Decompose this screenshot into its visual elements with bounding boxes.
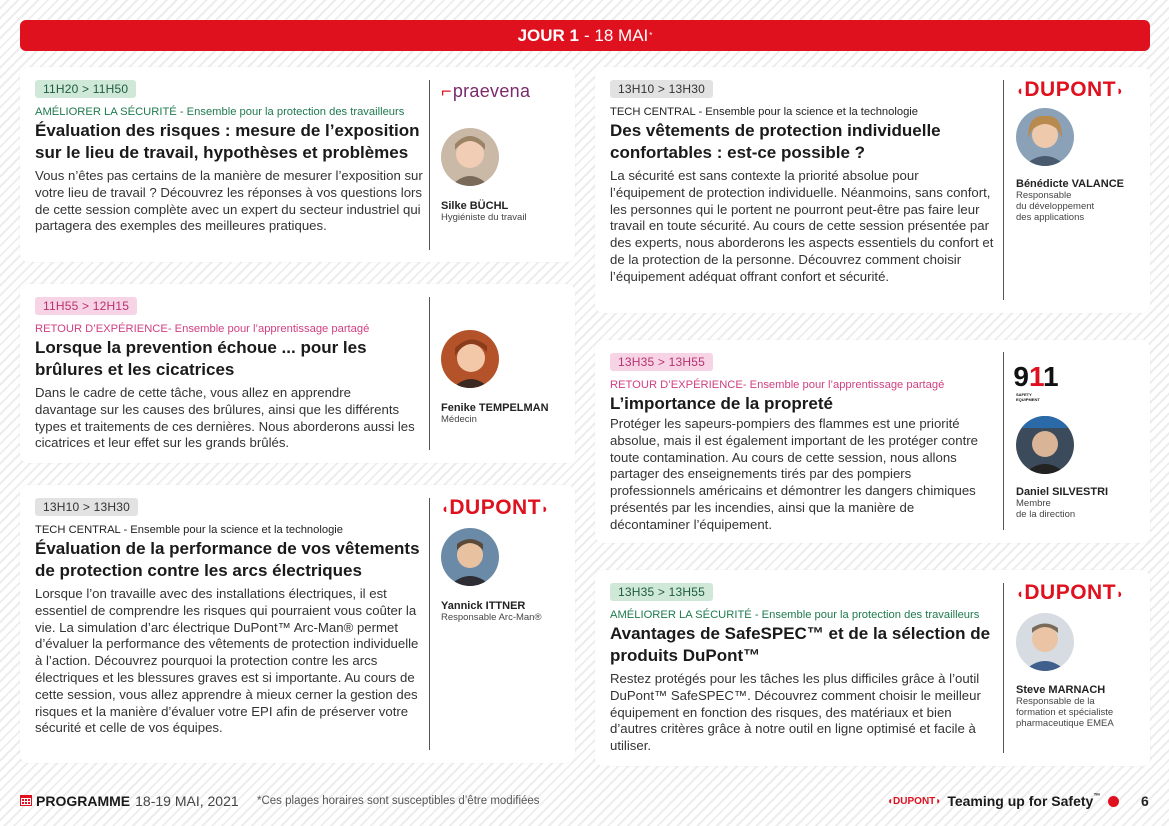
card-divider (1003, 352, 1004, 530)
session-description: Restez protégés pour les tâches les plus difficiles grâce à l’outil DuPont™ SafeSPEC™. Découvrez comment choisir le meilleur équipement en fonction des risques, des matériaux et bien d’autres critères grâce à notre outil en ligne optimisé et facile à utiliser. (610, 671, 981, 754)
day-banner (20, 20, 1150, 51)
session-title: Évaluation de la performance de vos vêtements de protection contre les arcs électriques (35, 539, 420, 580)
speaker-role: Membre de la direction (1016, 498, 1076, 520)
speaker-panel (441, 80, 566, 223)
911-logo-sub: SAFETY EQUIPMENT (1016, 392, 1040, 402)
session-category: AMÉLIORER LA SÉCURITÉ - Ensemble pour la protection des travailleurs (610, 609, 980, 621)
footer-tagline-text: Teaming up for Safety (947, 793, 1094, 809)
dupont-logo-text: DUPONT (1024, 78, 1117, 101)
speaker-name: Fenike TEMPELMAN (441, 402, 549, 414)
programme-dates: 18-19 MAI, 2021 (135, 793, 239, 809)
page-number: 6 (1141, 793, 1149, 809)
session-description: Lorsque l’on travaille avec des installations électriques, il est essentiel de comprendre les risques qui pourraient vous coûter la vie. La simulation d’arc électrique DuPont™ Arc-Man® permet d’évaluer la performance des vêtements de protection individuelle à l’action. Découvrez pourquoi la protection contre les arcs électriques et les blessures graves est si importante. Au cours de cette session, vous allez apprendre à mieux cerner la gestion des risques et la manière d’évaluer votre EPI afin de préserver votre sécurité et celle de vos équipes. (35, 586, 419, 736)
speaker-role: Hygiéniste du travail (441, 212, 527, 223)
dupont-logo (1016, 583, 1141, 603)
session-category: AMÉLIORER LA SÉCURITÉ - Ensemble pour la protection des travailleurs (35, 106, 405, 118)
911-logo-mark: 911 (1013, 361, 1059, 392)
footnote: *Ces plages horaires sont susceptibles d’être modifiées (257, 795, 540, 807)
praevena-logo: ⌐ praevena (441, 80, 531, 101)
session-title: Avantages de SafeSPEC™ et de la sélection de produits DuPont™ (610, 624, 991, 665)
dupont-logo-text: DUPONT (449, 496, 542, 519)
session-category: RETOUR D’EXPÉRIENCE- Ensemble pour l’apprentissage partagé (35, 323, 370, 335)
safety-icon (1108, 796, 1119, 807)
session-category: TECH CENTRAL - Ensemble pour la science et la technologie (610, 106, 918, 118)
session-time: 11H55 > 12H15 (35, 297, 137, 315)
card-divider (429, 498, 430, 750)
banner-footnote-mark: * (649, 31, 653, 40)
speaker-photo (441, 128, 499, 186)
session-description: Vous n’êtes pas certains de la manière de mesurer l’exposition sur votre lieu de travail ? Découvrez les réponses à vos questions lors de cette session complète avec un expert du secteur industriel qui partagera des exemples des meilleures pratiques. (35, 168, 423, 234)
dupont-oval-right-icon: ◗ (1116, 82, 1125, 98)
speaker-name: Yannick ITTNER (441, 600, 526, 612)
programme-label (20, 793, 239, 809)
session-description: Dans le cadre de cette tâche, vous allez en apprendre davantage sur les causes des brûlures, ainsi que les différents types et traitements de ces dernières. Nous aborderons aussi les cicatrices et leur effet sur les grands brûlés. (35, 385, 415, 451)
speaker-name: Silke BÜCHL (441, 200, 509, 212)
session-title: Lorsque la prevention échoue ... pour les brûlures et les cicatrices (35, 338, 367, 379)
speaker-photo (441, 330, 499, 388)
footer-brand (887, 793, 1119, 809)
session-category: TECH CENTRAL - Ensemble pour la science et la technologie (35, 524, 343, 536)
session-time: 13H35 > 13H55 (610, 353, 713, 371)
speaker-name: Bénédicte VALANCE (1016, 178, 1124, 190)
calendar-icon (20, 793, 32, 809)
session-card-6 (595, 570, 1150, 766)
speaker-photo (1016, 613, 1074, 671)
session-time: 13H10 > 13H30 (610, 80, 713, 98)
footer-tagline-tm: ™ (1093, 793, 1101, 800)
session-card-5 (595, 340, 1150, 543)
speaker-name: Daniel SILVESTRI (1016, 486, 1109, 498)
page-footer (20, 793, 1150, 813)
session-category: RETOUR D’EXPÉRIENCE- Ensemble pour l’apprentissage partagé (610, 379, 945, 391)
footer-tagline (947, 793, 1100, 809)
speaker-photo (441, 528, 499, 586)
card-divider (429, 297, 430, 450)
card-divider (1003, 80, 1004, 300)
speaker-panel (1016, 583, 1141, 729)
session-description: La sécurité est sans contexte la priorité absolue pour l’équipement de protection individuelle. Néanmoins, sans confort, les personnes qui le portent ne pourront peut-être pas faire leur travail en toute sécurité. Au cours de cette session présentée par des experts, nous aborderons les aspects essentiels du confort et de la protection de la personne. Découvrez comment choisir l’équipement adéquat offrant confort et sécurité. (610, 168, 994, 284)
speaker-panel (1013, 361, 1141, 520)
dupont-logo (441, 498, 566, 518)
session-title: Évaluation des risques : mesure de l’exposition sur le lieu de travail, hypothèses et problèmes (35, 121, 420, 162)
speaker-photo (1016, 108, 1074, 166)
speaker-panel (441, 330, 566, 425)
session-card-3 (20, 485, 575, 763)
speaker-role: Responsable du développement des applications (1016, 190, 1095, 223)
session-time: 11H20 > 11H50 (35, 80, 136, 98)
dupont-oval-left-icon: ◖ (1016, 82, 1025, 98)
speaker-photo (1016, 416, 1074, 474)
dupont-oval-right-icon: ◗ (1116, 585, 1125, 601)
speaker-role: Médecin (441, 414, 477, 425)
programme-title: PROGRAMME (36, 793, 131, 809)
banner-date: - 18 MAI (584, 25, 649, 45)
footer-dupont-logo: ◖DUPONT◗ (887, 795, 942, 807)
session-description: Protéger les sapeurs-pompiers des flammes est une priorité absolue, mais il est également important de les protéger contre toute contamination. Au cours de cette session, nous allons partager des enseignements tirés par des pompiers professionnels américains et démontrer les dangers chimiques présentés par les incendies, ainsi que la manière de décontaminer l’équipement. (610, 416, 978, 532)
speaker-role: Responsable de la formation et spécialiste pharmaceutique EMEA (1016, 696, 1114, 729)
session-time: 13H10 > 13H30 (35, 498, 138, 516)
session-card-4 (595, 67, 1150, 313)
dupont-oval-left-icon: ◖ (1016, 585, 1025, 601)
speaker-panel (1016, 80, 1141, 223)
911-safety-equipment-logo (1013, 361, 1059, 402)
session-title: L’importance de la propreté (610, 394, 833, 413)
session-title: Des vêtements de protection individuelle confortables : est-ce possible ? (610, 121, 941, 162)
card-divider (429, 80, 430, 250)
speaker-name: Steve MARNACH (1016, 684, 1106, 696)
session-time: 13H35 > 13H55 (610, 583, 713, 601)
session-card-1 (20, 67, 575, 262)
speaker-panel (441, 498, 566, 623)
session-card-2 (20, 284, 575, 463)
dupont-oval-left-icon: ◖ (441, 500, 450, 516)
speaker-role: Responsable Arc-Man® (441, 612, 542, 623)
dupont-oval-right-icon: ◗ (541, 500, 550, 516)
praevena-logo-text: praevena (452, 80, 531, 101)
footer-dupont-logo-text: DUPONT (893, 795, 936, 807)
card-divider (1003, 583, 1004, 753)
banner-day: JOUR 1 (517, 25, 580, 45)
dupont-logo (1016, 80, 1141, 100)
dupont-logo-text: DUPONT (1024, 581, 1117, 604)
